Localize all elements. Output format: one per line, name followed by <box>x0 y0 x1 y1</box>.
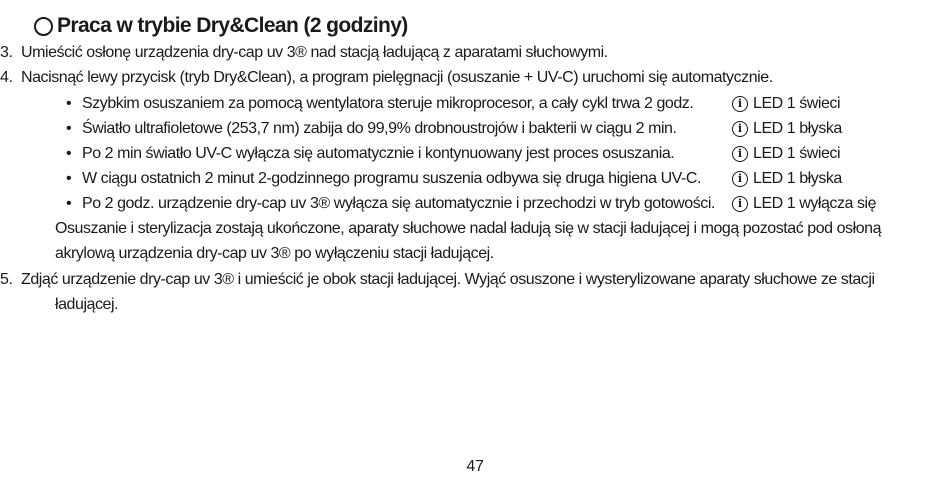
bullet-item <box>0 166 950 191</box>
bullet-mark: • <box>66 195 72 212</box>
led-status <box>732 166 842 191</box>
step-4-continuation: Osuszanie i sterylizacja zostają ukończone, aparaty słuchowe nadal ładują się w stacji ładującej i mogą pozostać pod osłoną <box>55 220 882 237</box>
led-status-text: LED 1 błyska <box>753 120 842 137</box>
bullet-text: Po 2 min światło UV-C wyłącza się automatycznie i kontynuowany jest proces osuszania. <box>82 145 675 162</box>
led-status <box>732 91 840 116</box>
led-status-text: LED 1 wyłącza się <box>753 195 877 212</box>
bullet-mark: • <box>66 170 72 187</box>
bullet-text: W ciągu ostatnich 2 minut 2-godzinnego programu suszenia odbywa się druga higiena UV-C. <box>82 170 701 187</box>
bullet-text: Szybkim osuszaniem za pomocą wentylatora steruje mikroprocesor, a cały cykl trwa 2 godz. <box>82 95 694 112</box>
info-icon: i <box>732 196 748 212</box>
bullet-mark: • <box>66 120 72 137</box>
bullet-mark: • <box>66 145 72 162</box>
step-number: 5. <box>0 271 13 288</box>
section-heading <box>34 12 408 40</box>
page-number: 47 <box>466 458 484 475</box>
led-status-text: LED 1 świeci <box>753 95 841 112</box>
step-text: Nacisnąć lewy przycisk (tryb Dry&Clean), a program pielęgnacji (osuszanie + UV-C) uruchomi się automatycznie. <box>21 69 773 86</box>
info-icon: i <box>732 121 748 137</box>
step-text: Zdjąć urządzenie dry-cap uv 3® i umieścić je obok stacji ładującej. Wyjąć osuszone i wysterylizowane aparaty słuchowe ze stacji <box>21 271 875 288</box>
step-number: 4. <box>0 69 13 86</box>
led-status-text: LED 1 świeci <box>753 145 841 162</box>
led-status <box>732 116 842 141</box>
bullet-item <box>0 191 950 216</box>
section-heading-text: Praca w trybie Dry&Clean (2 godziny) <box>57 14 408 37</box>
led-status-text: LED 1 błyska <box>753 170 842 187</box>
bullet-item <box>0 141 950 166</box>
led-status <box>732 141 840 166</box>
led-status <box>732 191 876 216</box>
step-4-continuation: akrylową urządzenia dry-cap uv 3® po wyłączeniu stacji ładującej. <box>55 245 494 262</box>
bullet-text: Światło ultrafioletowe (253,7 nm) zabija do 99,9% drobnoustrojów i bakterii w ciągu 2 min. <box>82 120 677 137</box>
bullet-text: Po 2 godz. urządzenie dry-cap uv 3® wyłącza się automatycznie i przechodzi w tryb gotowości. <box>82 195 715 212</box>
step-text: Umieścić osłonę urządzenia dry-cap uv 3® nad stacją ładującą z aparatami słuchowymi. <box>21 44 608 61</box>
bullet-item <box>0 91 950 116</box>
circle-icon <box>34 17 53 36</box>
step-5-continuation: ładującej. <box>55 296 119 313</box>
info-icon: i <box>732 171 748 187</box>
bullet-item <box>0 116 950 141</box>
bullet-mark: • <box>66 95 72 112</box>
info-icon: i <box>732 96 748 112</box>
step-number: 3. <box>0 44 13 61</box>
info-icon: i <box>732 146 748 162</box>
